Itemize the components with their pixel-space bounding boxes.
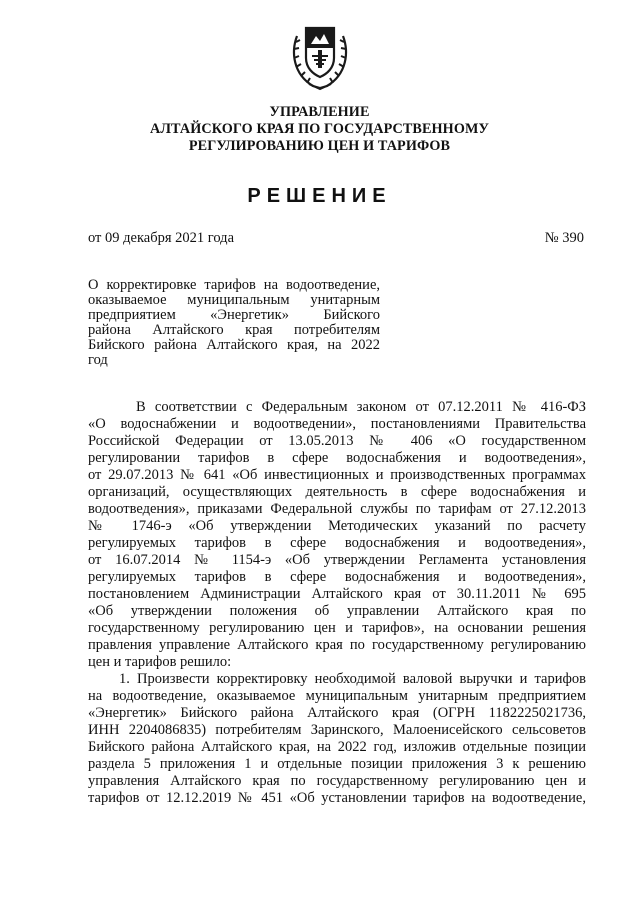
document-date: от 09 декабря 2021 года — [88, 230, 234, 246]
body-line: тарифов от 12.12.2019 № 451 «Об установлении тарифов на водоотведение, — [88, 790, 586, 806]
body-line: от 16.07.2014 № 1154-э «Об утверждении Регламента установления — [88, 552, 586, 568]
body-line: правления управление Алтайского края по государственному регулированию — [88, 637, 586, 653]
organization-name-line-3: РЕГУЛИРОВАНИЮ ЦЕН И ТАРИФОВ — [188, 138, 451, 154]
coat-of-arms-icon — [287, 22, 353, 92]
subject-line: предприятием «Энергетик» Бийского — [88, 307, 380, 323]
body-line: от 29.07.2013 № 641 «Об инвестиционных и производственных программах — [88, 467, 586, 483]
document-body — [88, 399, 586, 807]
body-line: В соответствии с Федеральным законом от 07.12.2011 № 416-ФЗ — [136, 399, 586, 415]
body-line: ИНН 2204086835) потребителям Заринского, Малоенисейского сельсоветов — [88, 722, 586, 738]
body-line: организаций, осуществляющих деятельность в сфере водоснабжения и — [88, 484, 586, 500]
subject-line: год — [88, 352, 108, 368]
body-line: «Энергетик» Бийского района Алтайского края (ОГРН 1182225021736, — [88, 705, 586, 721]
document-title: РЕШЕНИЕ — [247, 185, 392, 207]
document-subject — [88, 278, 380, 368]
body-line: «Об утверждении положения об управлении Алтайского края по — [88, 603, 586, 619]
subject-line: оказываемое муниципальным унитарным — [88, 292, 380, 308]
body-line: регулируемых тарифов в сфере водоснабжения и водоотведения», — [88, 535, 586, 551]
body-line: раздела 5 приложения 1 и отдельные позиции приложения 3 к решению — [88, 756, 586, 772]
document-number: № 390 — [544, 230, 584, 246]
subject-line: О корректировке тарифов на водоотведение, — [88, 277, 380, 293]
body-line: Российской Федерации от 13.05.2013 № 406 «О государственном — [88, 433, 586, 449]
body-line: регулировании тарифов в сфере водоснабжения и водоотведения», — [88, 450, 586, 466]
body-line: водоотведения», приказами Федеральной службы по тарифам от 27.12.2013 — [88, 501, 586, 517]
subject-line: Бийского района Алтайского края, на 2022 — [88, 337, 380, 353]
body-line: управления Алтайского края по государственному регулированию цен и — [88, 773, 586, 789]
body-line: на водоотведение, оказываемое муниципальным унитарным предприятием — [88, 688, 586, 704]
organization-name-line-2: АЛТАЙСКОГО КРАЯ ПО ГОСУДАРСТВЕННОМУ — [150, 121, 489, 137]
body-line: 1. Произвести корректировку необходимой валовой выручки и тарифов — [119, 671, 586, 687]
body-line: государственному регулированию цен и тарифов», на основании решения — [88, 620, 586, 636]
body-line: № 1746-э «Об утверждении Методических указаний по расчету — [88, 518, 586, 534]
body-line: цен и тарифов решило: — [88, 654, 232, 670]
subject-line: района Алтайского края потребителям — [88, 322, 380, 338]
body-line: постановлением Администрации Алтайского края от 30.11.2011 № 695 — [88, 586, 586, 602]
body-line: Бийского района Алтайского края, на 2022 год, изложив отдельные позиции — [88, 739, 586, 755]
organization-name-line-1: УПРАВЛЕНИЕ — [269, 104, 370, 120]
body-line: «О водоснабжении и водоотведении», постановлениями Правительства — [88, 416, 586, 432]
body-line: регулируемых тарифов в сфере водоснабжения и водоотведения», — [88, 569, 586, 585]
